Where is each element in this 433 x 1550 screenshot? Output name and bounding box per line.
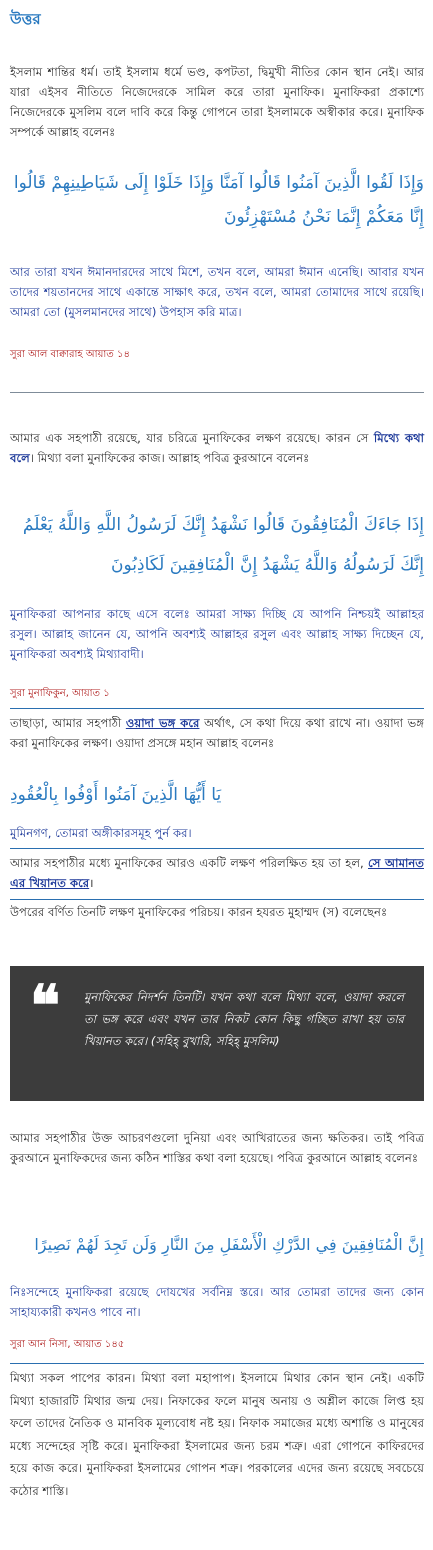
- arabic-verse-baqarah: وَإِذَا لَقُوا الَّذِينَ آمَنُوا قَالُوا آمَنَّا وَإِذَا خَلَوْا إِلَى شَيَاطِينِهِمْ قَالُوا إِنَّا مَعَكُمْ إِنَّمَا نَحْنُ مُسْتَهْزِئُونَ: [13, 173, 424, 227]
- arabic-verse-maidah: [10, 778, 424, 812]
- section-divider: [10, 708, 424, 709]
- signs-paragraph: উপরের বর্ণিত তিনটি লক্ষণ মুনাফিকের পরিচয়। কারন হযরত মুহাম্মদ (স) বলেছেনঃ: [10, 905, 388, 919]
- arabic-verse-nisa: إِنَّ الْمُنَافِقِينَ فِي الدَّرْكِ الْأَسْفَلِ مِنَ النَّارِ وَلَن تَجِدَ لَهُمْ نَصِيرًا: [34, 1235, 424, 1254]
- section-divider: [10, 392, 424, 393]
- reference-munafiqun: সুরা মুনাফিকুন, আয়াত ১: [10, 688, 110, 699]
- conclusion-paragraph: মিথ্যা সকল পাপের কারন। মিথ্যা বলা মহাপাপ। ইসলামে মিথার কোন স্থান নেই। একটি মিথ্যা হাজারটি মিথার জন্ম দেয়। নিফাকের ফলে মানুষ অনায় ও অশ্লীল কাজে লিপ্ত হয় ফলে তাদের নৈতিক ও মানবিক মূল্যবোধ নষ্ট হয়। নিফাক সমাজের মধ্যে অশান্তি ও মানুষের মধ্যে সন্দেহের সৃষ্টি করে। মুনাফিকরা ইসলামের জন্য চরম শত্রু। এরা গোপনে কাফিরদের হয়ে কাজ করে। মুনাফিকরা ইসলামের গোপন শত্রু। পরকালের এদের জন্য রয়েছে সবচেয়ে কঠোর শাস্তি।: [10, 1371, 424, 1498]
- translation-nisa: নিঃসন্দেহে মুনাফিকরা রয়েছে দোযখের সর্বনিম্ন স্তরে। আর তোমরা তাদের জন্য কোন সাহায্যকারী কখনও পাবে না।: [10, 1285, 424, 1319]
- section-divider: [10, 899, 424, 900]
- answer-heading: উত্তর: [10, 10, 41, 28]
- lying-paragraph-text: আমার এক সহপাঠী রয়েছে, যার চরিত্রে মুনাফিকের লক্ষণ রয়েছে। কারন সে: [10, 431, 374, 445]
- promise-highlight: ওয়াদা ভঙ্গ করে: [125, 716, 200, 730]
- translation-maidah: মুমিনগণ, তোমরা অঙ্গীকারসমূহ পুর্ন কর।: [10, 826, 192, 840]
- reference-nisa: সুরা আন নিসা, আয়াত ১৪৫: [10, 1339, 125, 1350]
- promise-paragraph: [10, 713, 424, 753]
- arabic-verse-maidah-text: يَا أَيُّهَا الَّذِينَ آمَنُوا أَوْفُوا بِالْعُقُودِ: [10, 785, 222, 805]
- translation-baqarah: আর তারা যখন ঈমানদারদের সাথে মিশে, তখন বলে, আমরা ঈমান এনেছি। আবার যখন তাদের শয়তানদের সাথে একান্তে সাক্ষাৎ করে, তখন বলে, আমরা তোমাদের সাথে রয়েছি। আমরা তো (মুসলমানদের সাথে) উপহাস করি মাত্র।: [10, 265, 424, 319]
- intro-paragraph: ইসলাম শান্তির ধর্ম। তাই ইসলাম ধর্মে ভণ্ড, কপটতা, দ্বিমুখী নীতির কোন স্থান নেই। আর যারা এইসব নীতিতে নিজেদেরকে সামিল করে তারা মুনাফিক। মুনাফিকরা প্রকাশ্যে নিজেদেরকে মুসলিম বলে দাবি করে কিন্তু গোপনে তারা ইসলামকে অস্বীকার করে। মুনাফিক সম্পর্কে আল্লাহ বলেনঃ: [10, 65, 424, 139]
- lying-paragraph-text-end: । মিথ্যা বলা মুনাফিকের কাজ। আল্লাহ পবিত্র কুরআনে বলেনঃ: [29, 451, 310, 465]
- trust-paragraph-text-end: ।: [89, 876, 94, 890]
- arabic-verse-munafiqun: إِذَا جَاءَكَ الْمُنَافِقُونَ قَالُوا نَشْهَدُ إِنَّكَ لَرَسُولُ اللَّهِ وَاللَّهُ يَعْلَمُ إِنَّكَ لَرَسُولُهُ وَاللَّهُ يَشْهَدُ إِنَّ الْمُنَافِقِينَ لَكَاذِبُونَ: [22, 515, 424, 575]
- promise-paragraph-text-end: অর্থাৎ, সে কথা দিয়ে কথা রাখে না। ওয়াদা ভঙ্গ করা মুনাফিকের লক্ষণ। ওয়াদা প্রসঙ্গে মহান আল্লাহ বলেনঃ: [10, 716, 424, 750]
- translation-munafiqun: মুনাফিকরা আপনার কাছে এসে বলেঃ আমরা সাক্ষ্য দিচ্ছি যে আপনি নিশ্চয়ই আল্লাহর রসুল। আল্লাহ জানেন যে, আপনি অবশ্যই আল্লাহর রসুল এবং আল্লাহ সাক্ষ্য দিচ্ছেন যে, মুনাফিকরা অবশ্যই মিথ্যাবাদী।: [10, 607, 424, 661]
- lying-highlight: মিথ্যে কথা বলে: [10, 431, 424, 465]
- trust-highlight: সে আমানত এর খিয়ানত করে: [10, 856, 424, 890]
- trust-paragraph: [10, 853, 424, 893]
- quote-mark-icon: ❝: [30, 973, 61, 1039]
- reference-baqarah: সুরা আল বাক্বারাহ আয়াত ১৪: [10, 349, 130, 360]
- hadith-quote-box: [10, 966, 424, 1101]
- promise-paragraph-text: তাছাড়া, আমার সহপাঠী: [10, 716, 126, 730]
- trust-paragraph-text: আমার সহপাঠীর মধ্যে মুনাফিকের আরও একটি লক্ষণ পরিলক্ষিত হয় তা হল,: [10, 856, 368, 870]
- section-divider: [10, 1363, 424, 1364]
- section-divider: [10, 848, 424, 849]
- lying-paragraph: [10, 428, 424, 468]
- harm-paragraph: আমার সহপাঠীর উক্ত আচরণগুলো দুনিয়া এবং আখিরাতের জন্য ক্ষতিকর। তাই পবিত্র কুরআনে মুনাফিকদের জন্য কঠিন শাস্তির কথা বলা হয়েছে। পবিত্র কুরআনে আল্লাহ বলেনঃ: [10, 1131, 424, 1165]
- hadith-quote-text: মুনাফিকের নিদর্শন তিনটি। যখন কথা বলে মিথ্যা বলে, ওয়াদা করলে তা ভঙ্গ করে এবং যখন তার নিকট কোন কিছু গচ্ছিত রাখা হয় তার খিয়ানত করে। (সহিহ্ বুখারি, সহিহ্ মুসলিম): [84, 990, 404, 1048]
